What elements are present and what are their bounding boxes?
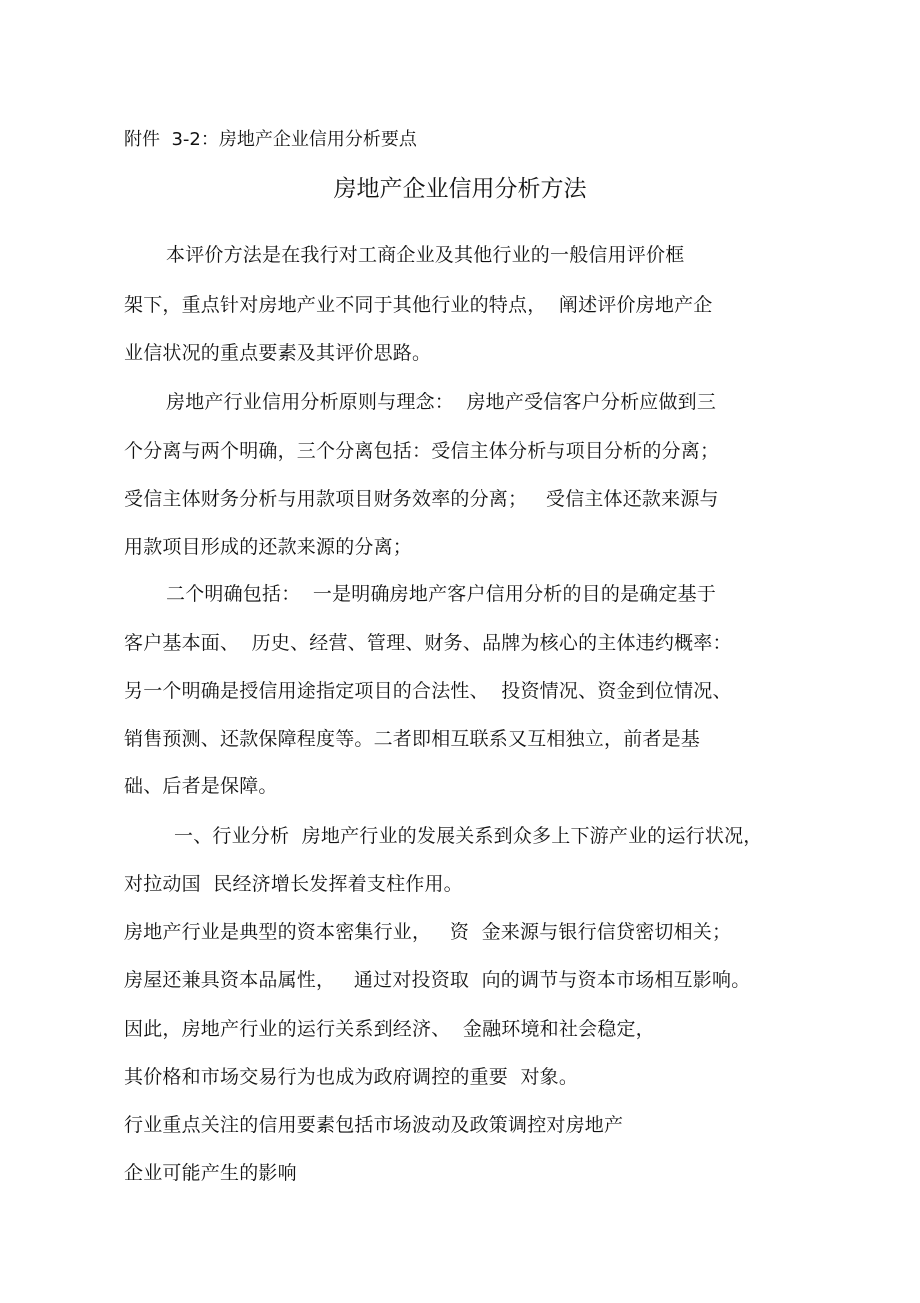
document-title: 房地产企业信用分析方法 <box>333 176 587 202</box>
paragraph-line: 另一个明确是授信用途指定项目的合法性、 投资情况、资金到位情况、 <box>124 680 732 702</box>
section-heading-line: 一、行业分析 房地产行业的发展关系到众多上下游产业的运行状况， <box>174 825 763 847</box>
paragraph-line: 受信主体财务分析与用款项目财务效率的分离； 受信主体还款来源与 <box>124 488 719 510</box>
paragraph-line: 本评价方法是在我行对工商企业及其他行业的一般信用评价框 <box>166 244 685 266</box>
paragraph-line: 架下，重点针对房地产业不同于其他行业的特点， 阐述评价房地产企 <box>124 294 713 316</box>
paragraph-line: 用款项目形成的还款来源的分离； <box>124 536 413 558</box>
paragraph-line: 行业重点关注的信用要素包括市场波动及政策调控对房地产 <box>124 1114 624 1136</box>
attachment-label: 附件 3-2：房地产企业信用分析要点 <box>124 129 417 150</box>
paragraph-line: 业信状况的重点要素及其评价思路。 <box>124 342 432 364</box>
paragraph-line: 销售预测、还款保障程度等。二者即相互联系又互相独立，前者是基 <box>124 728 701 750</box>
paragraph-line: 个分离与两个明确，三个分离包括：受信主体分析与项目分析的分离； <box>124 440 720 462</box>
paragraph-line: 房屋还兼具资本品属性， 通过对投资取 向的调节与资本市场相互影响。 <box>124 969 751 991</box>
paragraph-line: 房地产行业信用分析原则与理念： 房地产受信客户分析应做到三 <box>166 391 717 413</box>
paragraph-line: 客户基本面、 历史、经营、管理、财务、品牌为核心的主体违约概率： <box>124 632 732 654</box>
paragraph-line: 二个明确包括： 一是明确房地产客户信用分析的目的是确定基于 <box>166 583 717 605</box>
paragraph-line: 房地产行业是典型的资本密集行业， 资 金来源与银行信贷密切相关； <box>124 921 732 943</box>
paragraph-line: 企业可能产生的影响 <box>124 1162 297 1184</box>
paragraph-line: 对拉动国 民经济增长发挥着支柱作用。 <box>124 873 463 895</box>
paragraph-line: 础、后者是保障。 <box>124 775 278 797</box>
paragraph-line: 因此，房地产行业的运行关系到经济、 金融环境和社会稳定， <box>124 1018 655 1040</box>
paragraph-line: 其价格和市场交易行为也成为政府调控的重要 对象。 <box>124 1066 579 1088</box>
